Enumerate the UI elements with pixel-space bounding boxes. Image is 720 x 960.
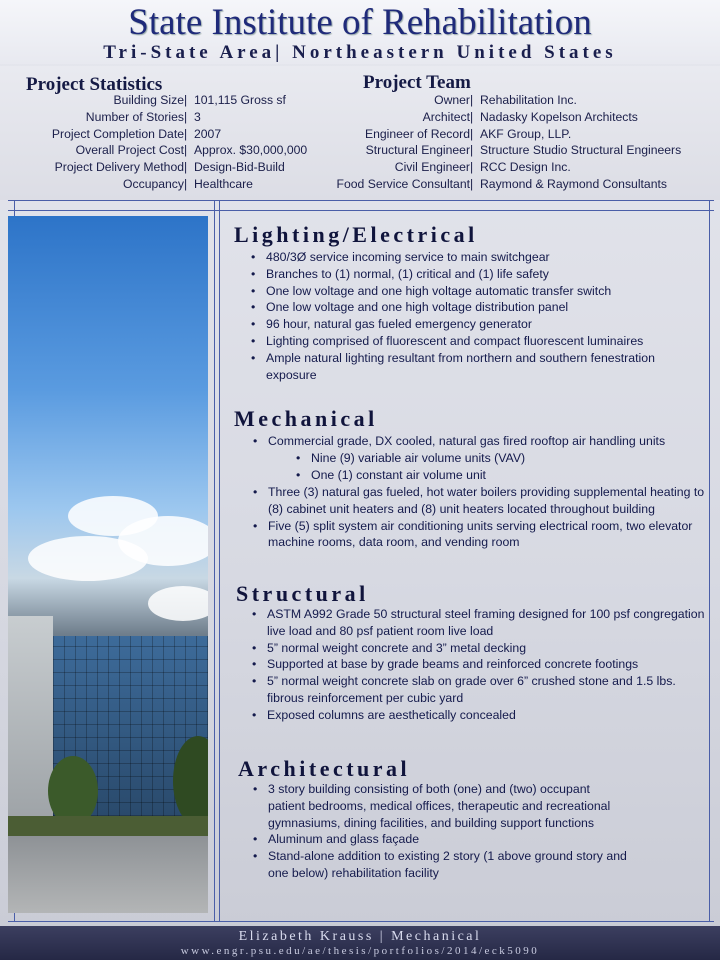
list-item: • One (1) constant air volume unit <box>311 467 691 484</box>
content-top-rule <box>8 210 714 211</box>
list-item: • 5” normal weight concrete slab on grade over 6” crushed stone and 1.5 lbs. fibrous reinforcement per cubic yard <box>267 673 707 707</box>
footer-top-rule <box>8 921 714 922</box>
list-item: • Branches to (1) normal, (1) critical and (1) life safety <box>266 266 706 283</box>
building-photo <box>8 216 208 913</box>
page-footer <box>0 926 720 960</box>
project-statistics-heading: Project Statistics <box>26 74 163 95</box>
portfolio-url: www.engr.psu.edu/ae/thesis/portfolios/2014/eck5090 <box>180 945 540 957</box>
stat-label: Building Size <box>113 93 184 107</box>
stat-label: Occupancy <box>123 176 184 191</box>
structural-list <box>267 606 707 724</box>
team-row <box>300 176 681 193</box>
project-team-heading: Project Team <box>363 72 471 93</box>
cloud-shape <box>148 586 208 621</box>
architectural-list <box>268 781 628 882</box>
list-item: • One low voltage and one high voltage automatic transfer switch <box>266 283 706 300</box>
team-role: Structural Engineer <box>365 143 470 158</box>
list-item: • Supported at base by grade beams and reinforced concrete footings <box>267 656 707 673</box>
list-item: • Five (5) split system air conditioning units serving electrical room, two elevator machine rooms, data room, and vending room <box>268 518 708 552</box>
team-role: Engineer of Record <box>364 126 470 141</box>
team-member: Structure Studio Structural Engineers <box>480 143 682 158</box>
mechanical-list <box>268 433 708 450</box>
stat-label: Project Completion Date <box>51 126 184 141</box>
team-separator: | <box>470 126 474 141</box>
author-credit: Elizabeth Krauss | Mechanical <box>238 929 482 944</box>
team-separator: | <box>470 109 474 124</box>
page-title: State Institute of Rehabilitation <box>128 2 592 43</box>
team-row <box>300 159 681 176</box>
photo-right-rule-2 <box>219 200 220 922</box>
stat-value: 2007 <box>194 126 222 141</box>
team-row <box>300 126 681 143</box>
list-item: • Lighting comprised of fluorescent and compact fluorescent luminaires <box>266 333 706 350</box>
list-item: • 3 story building consisting of both (one) and (two) occupant patient bedrooms, medical offices, therapeutic and recreational gymnasiums, dining facilities, and building support functions <box>268 781 628 831</box>
list-item: • Stand-alone addition to existing 2 story (1 above ground story and one below) rehabilitation facility <box>268 848 628 882</box>
page-header <box>0 0 720 64</box>
cloud-shape <box>28 536 148 581</box>
team-row <box>300 109 681 126</box>
stat-row <box>12 159 307 176</box>
list-item: • Three (3) natural gas fueled, hot water boilers providing supplemental heating to (8) cabinet unit heaters and (8) unit heaters located throughout building <box>268 484 708 518</box>
stat-label: Number of Stories <box>85 109 184 124</box>
stat-value: 101,115 Gross sf <box>194 93 286 107</box>
team-separator: | <box>470 160 474 175</box>
stat-separator: | <box>184 176 188 191</box>
team-member: Nadasky Kopelson Architects <box>480 109 638 124</box>
stat-value: Approx. $30,000,000 <box>194 143 308 158</box>
list-item: • 96 hour, natural gas fueled emergency generator <box>266 316 706 333</box>
stat-label: Overall Project Cost <box>75 143 184 158</box>
stat-row <box>12 109 307 126</box>
list-item: • Ample natural lighting resultant from northern and southern fenestration exposure <box>266 350 706 384</box>
stat-separator: | <box>184 143 188 158</box>
stat-value: 3 <box>194 109 201 124</box>
stat-value: Design-Bid-Build <box>194 160 285 175</box>
stat-value: Healthcare <box>194 176 253 191</box>
team-row <box>300 142 681 159</box>
hedge-shape <box>8 816 208 838</box>
list-item: • 480/3Ø service incoming service to main switchgear <box>266 249 706 266</box>
photo-right-rule <box>214 200 215 922</box>
team-member: Rehabilitation Inc. <box>480 93 577 107</box>
mechanical-heading: Mechanical <box>234 406 378 431</box>
stat-separator: | <box>184 160 188 175</box>
lighting-electrical-list <box>266 249 706 383</box>
project-statistics-list <box>12 92 307 193</box>
info-bottom-rule <box>8 200 714 201</box>
team-separator: | <box>470 176 474 191</box>
mechanical-sublist <box>311 450 691 484</box>
team-role: Owner <box>434 93 470 107</box>
architectural-heading: Architectural <box>238 756 411 781</box>
stat-separator: | <box>184 93 188 107</box>
stat-row <box>12 142 307 159</box>
structural-heading: Structural <box>236 581 369 606</box>
list-item: • Aluminum and glass façade <box>268 831 628 848</box>
building-wing-shape <box>8 616 53 816</box>
team-row <box>300 92 681 109</box>
team-separator: | <box>470 143 474 158</box>
list-item: • Nine (9) variable air volume units (VAV) <box>311 450 691 467</box>
project-team-list <box>300 92 681 193</box>
page-subtitle: Tri-State Area| Northeastern United States <box>103 42 617 63</box>
team-role: Architect <box>422 109 470 124</box>
stat-separator: | <box>184 126 188 141</box>
stat-separator: | <box>184 109 188 124</box>
stat-row <box>12 92 307 109</box>
list-item: • One low voltage and one high voltage distribution panel <box>266 299 706 316</box>
team-member: Raymond & Raymond Consultants <box>480 176 667 191</box>
mechanical-list-continued <box>268 484 708 551</box>
list-item: • ASTM A992 Grade 50 structural steel framing designed for 100 psf congregation live load and 80 psf patient room live load <box>267 606 707 640</box>
list-item: • Exposed columns are aesthetically concealed <box>267 707 707 724</box>
team-separator: | <box>470 93 474 107</box>
parking-lot-shape <box>8 836 208 913</box>
list-item: • 5” normal weight concrete and 3” metal decking <box>267 640 707 657</box>
team-member: RCC Design Inc. <box>480 160 571 175</box>
stat-row <box>12 176 307 193</box>
list-item: • Commercial grade, DX cooled, natural gas fired rooftop air handling units <box>268 433 708 450</box>
info-panel <box>0 66 720 200</box>
stat-label: Project Delivery Method <box>54 160 184 175</box>
stat-row <box>12 126 307 143</box>
team-role: Civil Engineer <box>394 160 470 175</box>
lighting-electrical-heading: Lighting/Electrical <box>234 222 478 247</box>
team-role: Food Service Consultant <box>336 176 470 191</box>
team-member: AKF Group, LLP. <box>480 126 572 141</box>
